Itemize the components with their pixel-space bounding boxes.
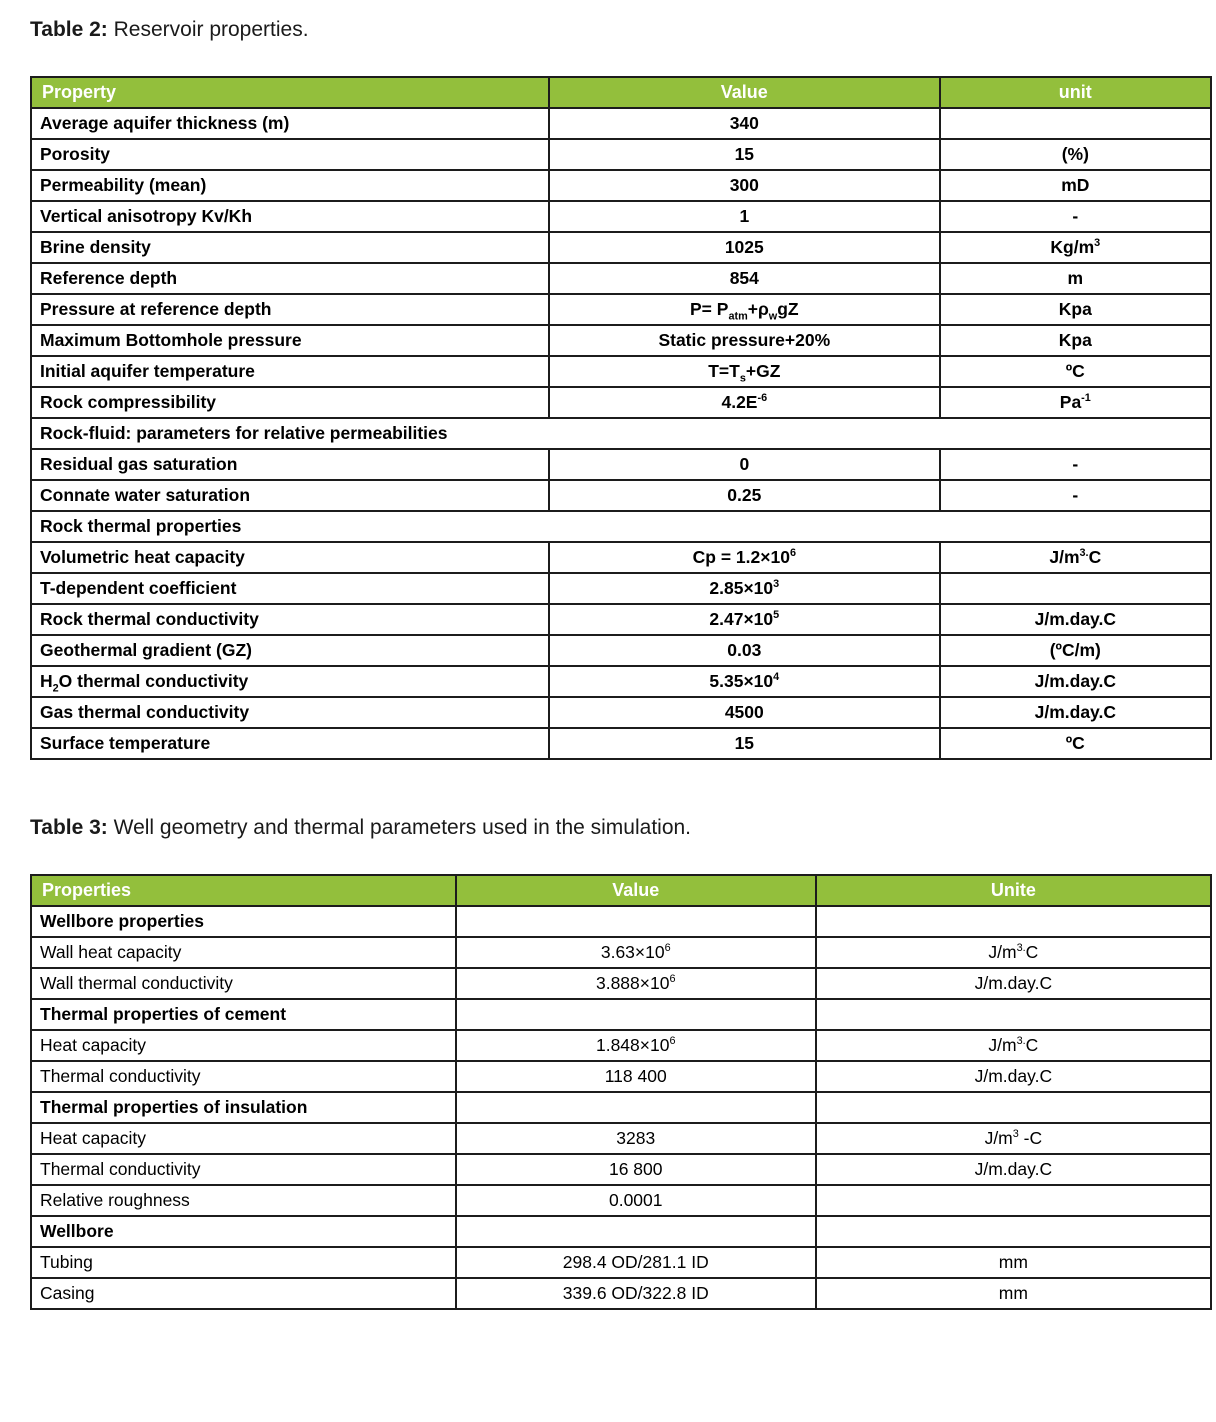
property-cell: Reference depth [31, 263, 549, 294]
property-cell: Wall thermal conductivity [31, 968, 456, 999]
table-row [31, 1030, 1211, 1061]
property-cell: Vertical anisotropy Kv/Kh [31, 201, 549, 232]
property-cell: Geothermal gradient (GZ) [31, 635, 549, 666]
table-2-header-property: Property [31, 77, 549, 108]
table-row [31, 387, 1211, 418]
table-row [31, 170, 1211, 201]
unit-cell: (%) [940, 139, 1211, 170]
unit-cell [816, 999, 1211, 1030]
property-cell: Permeability (mean) [31, 170, 549, 201]
value-cell [456, 1092, 816, 1123]
table-3-caption-label: Table 3: [30, 816, 108, 839]
property-cell: Casing [31, 1278, 456, 1309]
table-row [31, 1154, 1211, 1185]
value-cell: 854 [549, 263, 940, 294]
value-cell: $T=T_s+GZ$ [549, 356, 940, 387]
value-cell [456, 999, 816, 1030]
value-cell: 300 [549, 170, 940, 201]
unit-cell: J/m.day.C [816, 1061, 1211, 1092]
table-row [31, 139, 1211, 170]
property-cell: T-dependent coefficient [31, 573, 549, 604]
value-cell: 118 400 [456, 1061, 816, 1092]
table-3-header-properties: Properties [31, 875, 456, 906]
unit-cell [816, 1216, 1211, 1247]
value-cell: 4500 [549, 697, 940, 728]
table-row [31, 1247, 1211, 1278]
property-cell: $H_2O$ thermal conductivity [31, 666, 549, 697]
property-cell: Rock thermal conductivity [31, 604, 549, 635]
unit-cell: J/m.day.C [940, 666, 1211, 697]
table-row [31, 232, 1211, 263]
table-row [31, 480, 1211, 511]
value-cell: 339.6 OD/322.8 ID [456, 1278, 816, 1309]
value-cell: $Cp = 1.2\times 10^6$ [549, 542, 940, 573]
property-cell: Relative roughness [31, 1185, 456, 1216]
unit-cell: $J/m^3$ -C [816, 1123, 1211, 1154]
table-3-caption-text: Well geometry and thermal parameters used in the simulation. [107, 816, 692, 839]
property-cell: Wall heat capacity [31, 937, 456, 968]
value-cell: 0.03 [549, 635, 940, 666]
value-cell: Static pressure+20% [549, 325, 940, 356]
property-cell: Thermal conductivity [31, 1061, 456, 1092]
table-2-caption [30, 16, 1186, 44]
value-cell: $2.47\times 10^5$ [549, 604, 940, 635]
unit-cell: $Kg/m^3$ [940, 232, 1211, 263]
value-cell [456, 1216, 816, 1247]
unit-cell: J/m.day.C [816, 1154, 1211, 1185]
unit-cell: mm [816, 1278, 1211, 1309]
unit-cell: J/m.day.C [940, 604, 1211, 635]
unit-cell: Kpa [940, 325, 1211, 356]
value-cell: $3.63\times 10^6$ [456, 937, 816, 968]
table-row [31, 449, 1211, 480]
unit-cell: $J/m^{3.}C$ [940, 542, 1211, 573]
section-label-cell: Wellbore [31, 1216, 456, 1247]
property-cell: Residual gas saturation [31, 449, 549, 480]
table-3-well-geometry-parameters [30, 874, 1212, 1310]
table-row [31, 201, 1211, 232]
table-2-header-row [31, 77, 1211, 108]
section-label-cell: Rock thermal properties [31, 511, 1211, 542]
unit-cell: J/m.day.C [816, 968, 1211, 999]
table-row [31, 968, 1211, 999]
unit-cell: m [940, 263, 1211, 294]
value-cell: 16 800 [456, 1154, 816, 1185]
property-cell: Volumetric heat capacity [31, 542, 549, 573]
property-cell: Connate water saturation [31, 480, 549, 511]
table-row [31, 728, 1211, 759]
property-cell: Initial aquifer temperature [31, 356, 549, 387]
unit-cell: $Pa^{-1}$ [940, 387, 1211, 418]
section-label-cell: Wellbore properties [31, 906, 456, 937]
value-cell: $3.888\times 10^6$ [456, 968, 816, 999]
table-row [31, 697, 1211, 728]
value-cell: $5.35\times 10^4$ [549, 666, 940, 697]
table-row [31, 1185, 1211, 1216]
section-row [31, 999, 1211, 1030]
table-row [31, 356, 1211, 387]
table-2-header-value: Value [549, 77, 940, 108]
table-2-caption-label: Table 2: [30, 18, 108, 41]
table-row [31, 1123, 1211, 1154]
property-cell: Thermal conductivity [31, 1154, 456, 1185]
value-cell: $1.848\times 10^6$ [456, 1030, 816, 1061]
value-cell: 298.4 OD/281.1 ID [456, 1247, 816, 1278]
table-2-reservoir-properties [30, 76, 1212, 760]
unit-cell: mm [816, 1247, 1211, 1278]
value-cell: $2.85\times 10^3$ [549, 573, 940, 604]
unit-cell [940, 108, 1211, 139]
section-row [31, 1216, 1211, 1247]
value-cell: 15 [549, 728, 940, 759]
property-cell: Surface temperature [31, 728, 549, 759]
unit-cell [940, 573, 1211, 604]
unit-cell: J/m.day.C [940, 697, 1211, 728]
unit-cell: Kpa [940, 294, 1211, 325]
section-row [31, 906, 1211, 937]
unit-cell [816, 1092, 1211, 1123]
value-cell: 0 [549, 449, 940, 480]
section-label-cell: Thermal properties of cement [31, 999, 456, 1030]
table-row [31, 542, 1211, 573]
value-cell: $P= P_{atm}+\rho_wgZ$ [549, 294, 940, 325]
unit-cell: - [940, 480, 1211, 511]
value-cell: 1 [549, 201, 940, 232]
value-cell: 0.0001 [456, 1185, 816, 1216]
property-cell: Tubing [31, 1247, 456, 1278]
unit-cell [816, 906, 1211, 937]
table-row [31, 325, 1211, 356]
table-3-header-unite: Unite [816, 875, 1211, 906]
table-row [31, 666, 1211, 697]
value-cell: 340 [549, 108, 940, 139]
table-row [31, 573, 1211, 604]
table-row [31, 263, 1211, 294]
property-cell: Porosity [31, 139, 549, 170]
unit-cell: $J/m^{3.}C$ [816, 1030, 1211, 1061]
unit-cell: (ºC/m) [940, 635, 1211, 666]
table-row [31, 635, 1211, 666]
value-cell: 15 [549, 139, 940, 170]
value-cell: 3283 [456, 1123, 816, 1154]
section-row [31, 1092, 1211, 1123]
value-cell: 0.25 [549, 480, 940, 511]
table-row [31, 937, 1211, 968]
table-row [31, 1278, 1211, 1309]
property-cell: Pressure at reference depth [31, 294, 549, 325]
table-row [31, 604, 1211, 635]
unit-cell: ºC [940, 728, 1211, 759]
section-label-cell: Rock-fluid: parameters for relative permeabilities [31, 418, 1211, 449]
unit-cell: ºC [940, 356, 1211, 387]
section-row [31, 511, 1211, 542]
property-cell: Rock compressibility [31, 387, 549, 418]
unit-cell [816, 1185, 1211, 1216]
property-cell: Maximum Bottomhole pressure [31, 325, 549, 356]
property-cell: Brine density [31, 232, 549, 263]
property-cell: Heat capacity [31, 1030, 456, 1061]
unit-cell: - [940, 201, 1211, 232]
table-2-caption-text: Reservoir properties. [107, 18, 309, 41]
table-2-header-unit: unit [940, 77, 1211, 108]
unit-cell: - [940, 449, 1211, 480]
value-cell [456, 906, 816, 937]
value-cell: 1025 [549, 232, 940, 263]
section-row [31, 418, 1211, 449]
table-row [31, 294, 1211, 325]
unit-cell: mD [940, 170, 1211, 201]
table-3-caption [30, 814, 1186, 842]
section-label-cell: Thermal properties of insulation [31, 1092, 456, 1123]
unit-cell: $J/m^{3.}C$ [816, 937, 1211, 968]
property-cell: Average aquifer thickness (m) [31, 108, 549, 139]
table-3-header-row [31, 875, 1211, 906]
table-row [31, 1061, 1211, 1092]
table-row [31, 108, 1211, 139]
property-cell: Heat capacity [31, 1123, 456, 1154]
property-cell: Gas thermal conductivity [31, 697, 549, 728]
table-3-header-value: Value [456, 875, 816, 906]
value-cell: $4.2E^{-6}$ [549, 387, 940, 418]
